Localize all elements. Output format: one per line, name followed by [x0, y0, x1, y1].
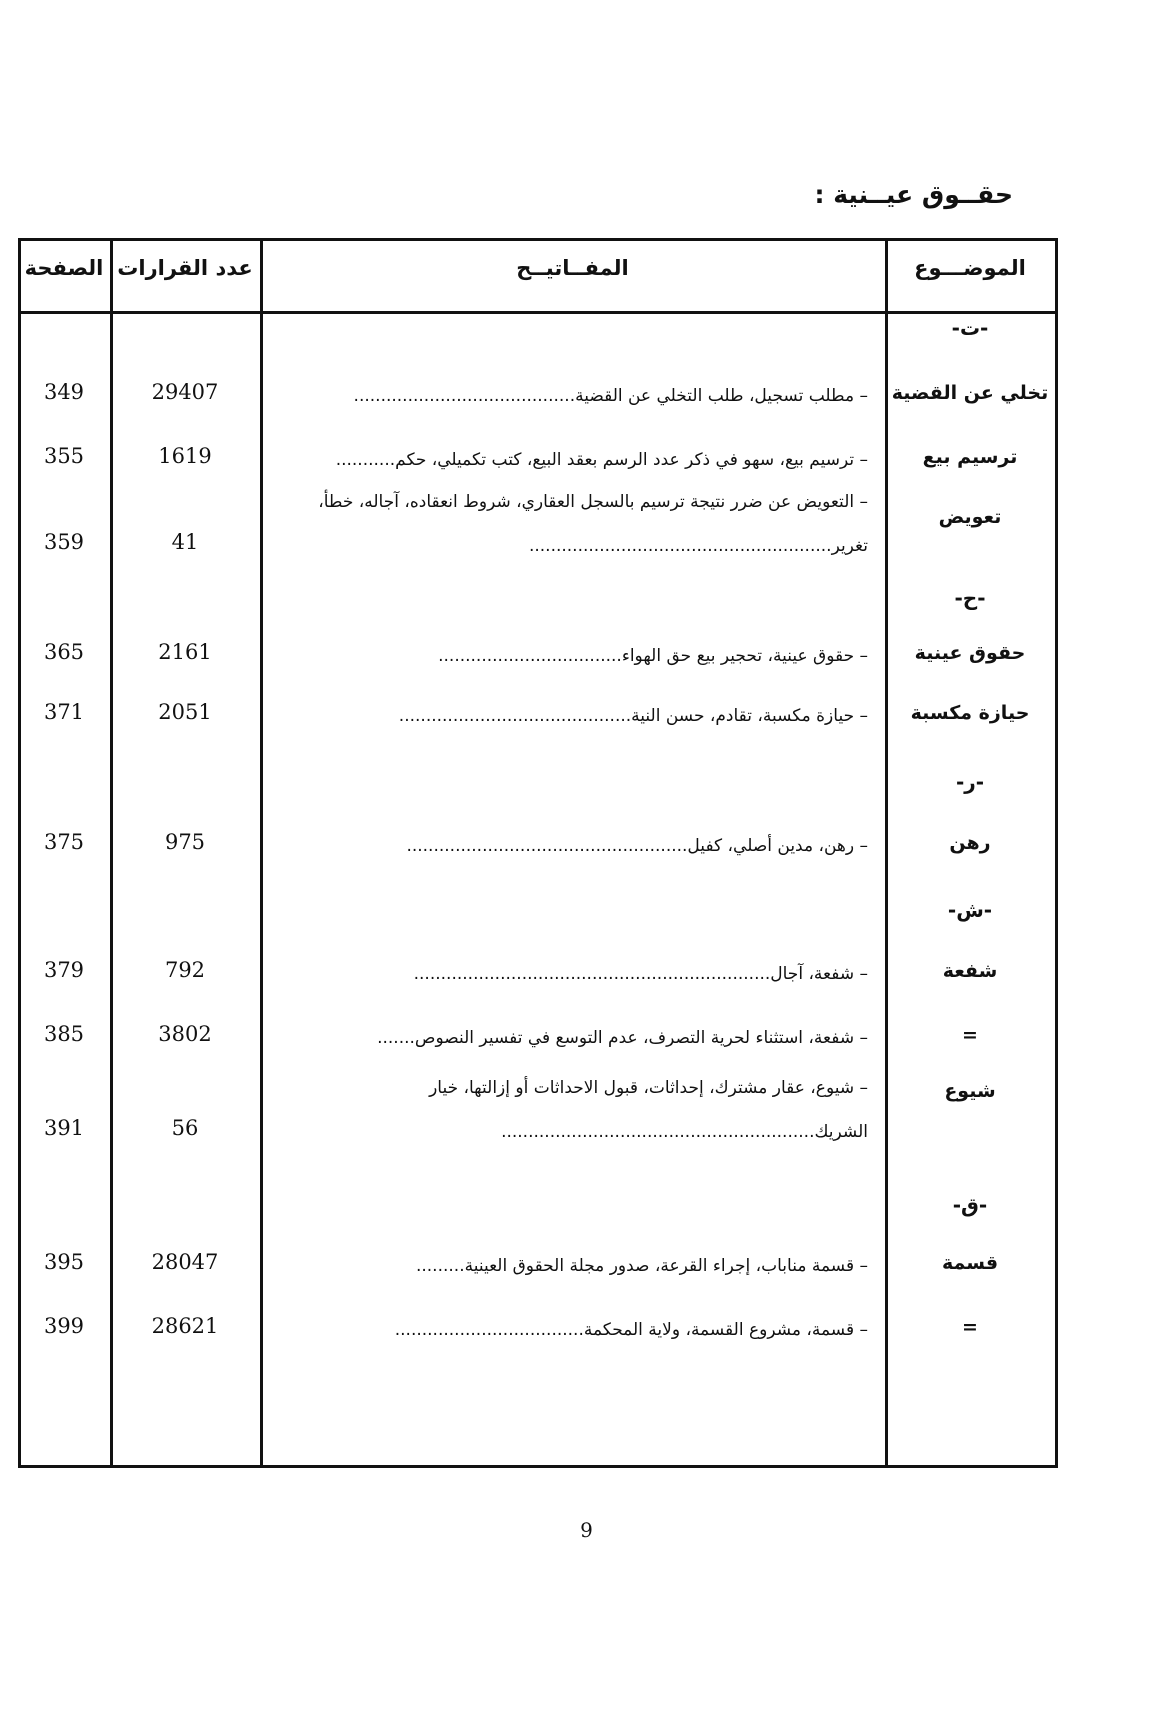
row-count: 56 [171, 1116, 199, 1140]
row-subject: = [962, 1024, 978, 1046]
row-subject: ترسيم بيع [922, 446, 1018, 468]
row-page: 349 [43, 380, 85, 404]
row-subject: شفعة [942, 960, 998, 982]
table-border-right [1055, 238, 1058, 1468]
row-keywords: – التعويض عن ضرر نتيجة ترسيم بالسجل العقاري، شروط انعقاده، آجاله، خطأ، تغرير........................................................ [318, 492, 868, 556]
row-count: 2161 [158, 640, 212, 664]
row-page: 371 [43, 700, 85, 724]
row-keywords: – قسمة، مشروع القسمة، ولاية المحكمة................................... [394, 1320, 868, 1340]
header-count: عدد القرارات [117, 256, 253, 280]
row-count: 41 [171, 530, 199, 554]
header-divider [18, 311, 1058, 314]
row-page: 359 [43, 530, 85, 554]
header-page: الصفحة [24, 256, 104, 280]
row-subject: رهن [949, 832, 991, 854]
index-table [18, 238, 1058, 1468]
row-count: 1619 [158, 444, 212, 468]
header-subject: الموضـــوع [914, 256, 1026, 280]
row-count: 2051 [158, 700, 212, 724]
row-page: 365 [43, 640, 85, 664]
page-number: 9 [580, 1518, 593, 1542]
row-count: 28047 [151, 1250, 219, 1274]
row-keywords: – ترسيم بيع، سهو في ذكر عدد الرسم بعقد البيع، كتب تكميلي، حكم........... [335, 450, 868, 470]
row-keywords: – رهن، مدين أصلي، كفيل.................................................... [406, 836, 868, 856]
row-keywords: – شفعة، آجال.................................................................. [413, 964, 868, 984]
row-page: 355 [43, 444, 85, 468]
row-count: 975 [164, 830, 206, 854]
row-subject: تخلي عن القضية [891, 382, 1049, 404]
row-keywords: – مطلب تسجيل، طلب التخلي عن القضية......................................... [353, 386, 868, 406]
letter-divider: -ش- [947, 898, 993, 922]
header-keywords: المفــاتيــح [516, 256, 629, 280]
row-page: 395 [43, 1250, 85, 1274]
row-count: 3802 [158, 1022, 212, 1046]
row-subject: = [962, 1316, 978, 1338]
row-count: 28621 [151, 1314, 219, 1338]
section-heading: حقــوق عيــنية : [814, 180, 1013, 209]
row-count: 29407 [151, 380, 219, 404]
row-page: 399 [43, 1314, 85, 1338]
row-page: 391 [43, 1116, 85, 1140]
column-divider-count [260, 238, 263, 1468]
row-subject: حيازة مكسبة [910, 702, 1030, 724]
row-keywords: – قسمة مناباب، إجراء القرعة، صدور مجلة الحقوق العينية......... [415, 1256, 868, 1276]
row-subject: حقوق عينية [914, 642, 1026, 664]
row-subject: شيوع [944, 1080, 996, 1102]
letter-divider: -ت- [951, 316, 989, 340]
letter-divider: -ق- [952, 1193, 988, 1217]
row-subject: تعويض [938, 506, 1002, 528]
letter-divider: -ر- [955, 770, 985, 794]
row-keywords: – حقوق عينية، تحجير بيع حق الهواء.................................. [438, 646, 868, 666]
row-keywords: – شيوع، عقار مشترك، إحداثات، قبول الاحداثات أو إزالتها، خيار الشريك.......................................................... [429, 1078, 868, 1142]
row-keywords: – شفعة، استثناء لحرية التصرف، عدم التوسع في تفسير النصوص....... [377, 1028, 868, 1048]
row-page: 375 [43, 830, 85, 854]
row-count: 792 [164, 958, 206, 982]
row-page: 379 [43, 958, 85, 982]
row-subject: قسمة [941, 1252, 999, 1274]
row-keywords: – حيازة مكسبة، تقادم، حسن النية........................................... [398, 706, 868, 726]
letter-divider: -ح- [954, 586, 986, 610]
row-page: 385 [43, 1022, 85, 1046]
